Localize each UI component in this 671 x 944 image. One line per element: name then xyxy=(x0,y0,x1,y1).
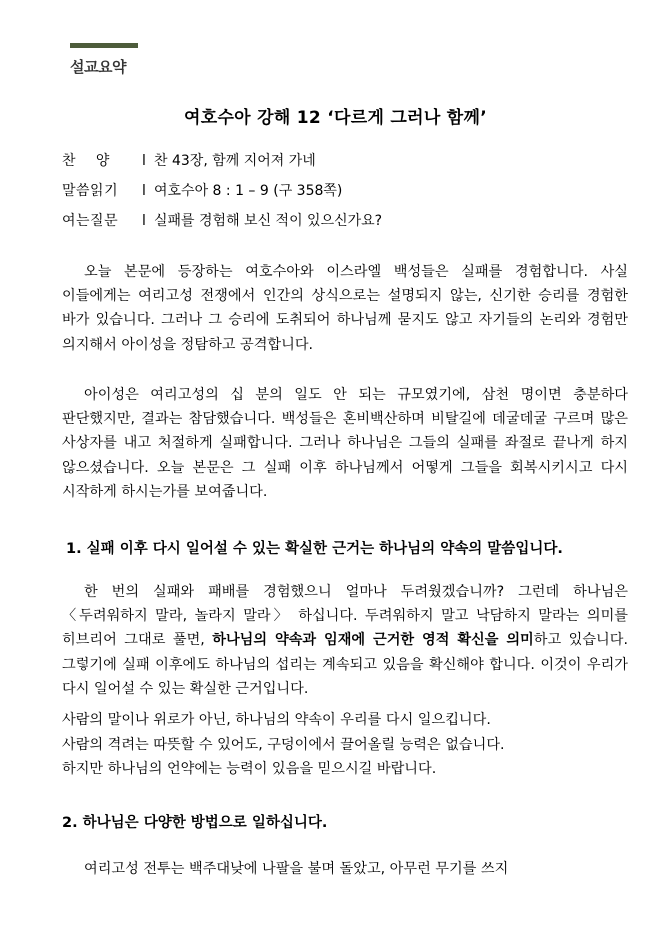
section-heading-1: 1. 실패 이후 다시 일어설 수 있는 확실한 근거는 하나님의 약속의 말씀입니다. xyxy=(66,541,563,557)
meta-key: 여는질문 xyxy=(62,213,119,229)
brand-bar xyxy=(70,43,138,48)
statement-line-2: 사람의 격려는 따뜻할 수 있어도, 구덩이에서 끌어올릴 능력은 없습니다. xyxy=(62,737,505,753)
paragraph-promise xyxy=(62,580,628,701)
meta-separator: l xyxy=(142,183,146,199)
paragraph-text: 한 번의 실패와 패배를 경험했으니 얼마나 두려웠겠습니까? 그런데 하나님은 〈두려워하지 말라, 놀라지 말라〉 하십니다. 두려워하지 말고 낙담하지 말라는 의미를 히브리어 그대로 풀면, xyxy=(62,584,628,649)
meta-separator: l xyxy=(142,213,146,229)
meta-question xyxy=(62,210,382,230)
meta-hymn xyxy=(62,150,316,170)
paragraph-intro: 오늘 본문에 등장하는 여호수아와 이스라엘 백성들은 실패를 경험합니다. 사실 이들에게는 여리고성 전쟁에서 인간의 상식으로는 설명되지 않는, 신기한 승리를 경험한 바가 있습니다. 그러나 그 승리에 도취되어 하나님께 묻지도 않고 자기들의 논리와 경험만 의지해서 아이성을 정탐하고 공격합니다. xyxy=(62,264,628,353)
paragraph-emphasis: 하나님의 약속과 임재에 근거한 영적 확신을 의미 xyxy=(212,632,534,649)
meta-key: 찬 양 xyxy=(62,153,110,169)
section-heading-2: 2. 하나님은 다양한 방법으로 일하십니다. xyxy=(62,815,328,831)
paragraph-jericho: 여리고성 전투는 백주대낮에 나팔을 불며 돌았고, 아무런 무기를 쓰지 xyxy=(84,861,509,877)
statement-line-3: 하지만 하나님의 언약에는 능력이 있음을 믿으시길 바랍니다. xyxy=(62,761,437,777)
brand-label: 설교요약 xyxy=(70,58,126,76)
meta-value: 실패를 경험해 보신 적이 있으신가요? xyxy=(154,213,383,229)
meta-value: 찬 43장, 함께 지어져 가네 xyxy=(154,153,316,169)
paragraph-text: 하고 있습니다. 그렇기에 실패 이후에도 하나님의 섭리는 계속되고 있음을 확신해야 합니다. 이것이 우리가 다시 일어설 수 있는 확실한 근거입니다. xyxy=(62,632,628,697)
sermon-title: 여호수아 강해 12 ‘다르게 그러나 함께’ xyxy=(184,108,487,128)
meta-reading xyxy=(62,180,342,200)
meta-separator: l xyxy=(142,153,146,169)
meta-key: 말씀읽기 xyxy=(62,183,119,199)
paragraph-ai-defeat: 아이성은 여리고성의 십 분의 일도 안 되는 규모였기에, 삼천 명이면 충분하다 판단했지만, 결과는 참담했습니다. 백성들은 혼비백산하며 비탈길에 데굴데굴 구르며 많은 사상자를 내고 처절하게 실패합니다. 그러나 하나님은 그들의 실패를 좌절로 끝나게 하지 않으셨습니다. 오늘 본문은 그 실패 이후 하나님께서 어떻게 그들을 회복시키시고 다시 시작하게 하시는가를 보여줍니다. xyxy=(62,387,628,500)
meta-value: 여호수아 8 : 1 – 9 (구 358쪽) xyxy=(154,183,343,199)
statement-line-1: 사람의 말이나 위로가 아닌, 하나님의 약속이 우리를 다시 일으킵니다. xyxy=(62,712,491,728)
